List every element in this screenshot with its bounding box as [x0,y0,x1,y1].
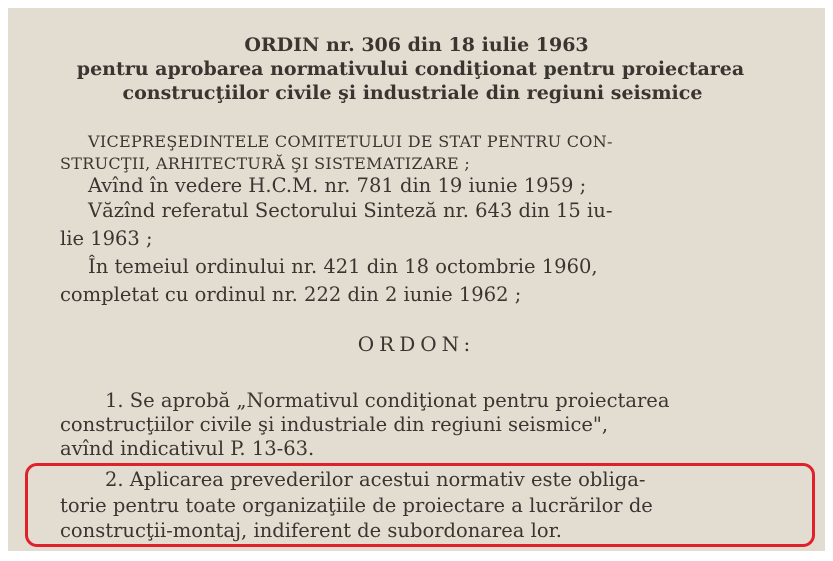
preamble-referral-line-1: Văzînd referatul Sectorului Sinteză nr. 643 din 15 iu- [88,199,613,222]
article-1-line-3: avînd indicativul P. 13-63. [60,437,315,460]
order-title: ORDIN nr. 306 din 18 iulie 1963 [244,34,589,56]
scanned-page [8,8,825,551]
preamble-referral-line-2: lie 1963 ; [60,227,153,250]
article-1-line-2: construcţiilor civile şi industriale din regiuni seismice", [60,413,609,436]
article-2-line-1: 2. Aplicarea prevederilor acestui normativ este obliga- [105,468,646,491]
preamble-authority-line-1: VICEPREŞEDINTELE COMITETULUI DE STAT PENTRU CON- [88,132,613,151]
preamble-basis-line-2: completat cu ordinul nr. 222 din 2 iunie 1962 ; [60,283,522,306]
order-subtitle-line-1: pentru aprobarea normativului condiţionat pentru proiectarea [76,58,745,80]
preamble-authority-line-2: STRUCŢII, ARHITECTURĂ ŞI SISTEMATIZARE ; [60,154,471,173]
preamble-basis-line-1: În temeiul ordinului nr. 421 din 18 octombrie 1960, [88,255,598,278]
order-subtitle-line-2: construcţiilor civile şi industriale din regiuni seismice [122,82,703,104]
article-2-line-3: construcţii-montaj, indiferent de subordonarea lor. [60,519,562,542]
ordon-heading: ORDON: [357,332,476,356]
preamble-considering-hcm: Avînd în vedere H.C.M. nr. 781 din 19 iunie 1959 ; [88,174,587,197]
article-1-line-1: 1. Se aprobă „Normativul condiţionat pentru proiectarea [105,389,670,412]
article-2-line-2: torie pentru toate organizaţiile de proiectare a lucrărilor de [60,494,653,517]
